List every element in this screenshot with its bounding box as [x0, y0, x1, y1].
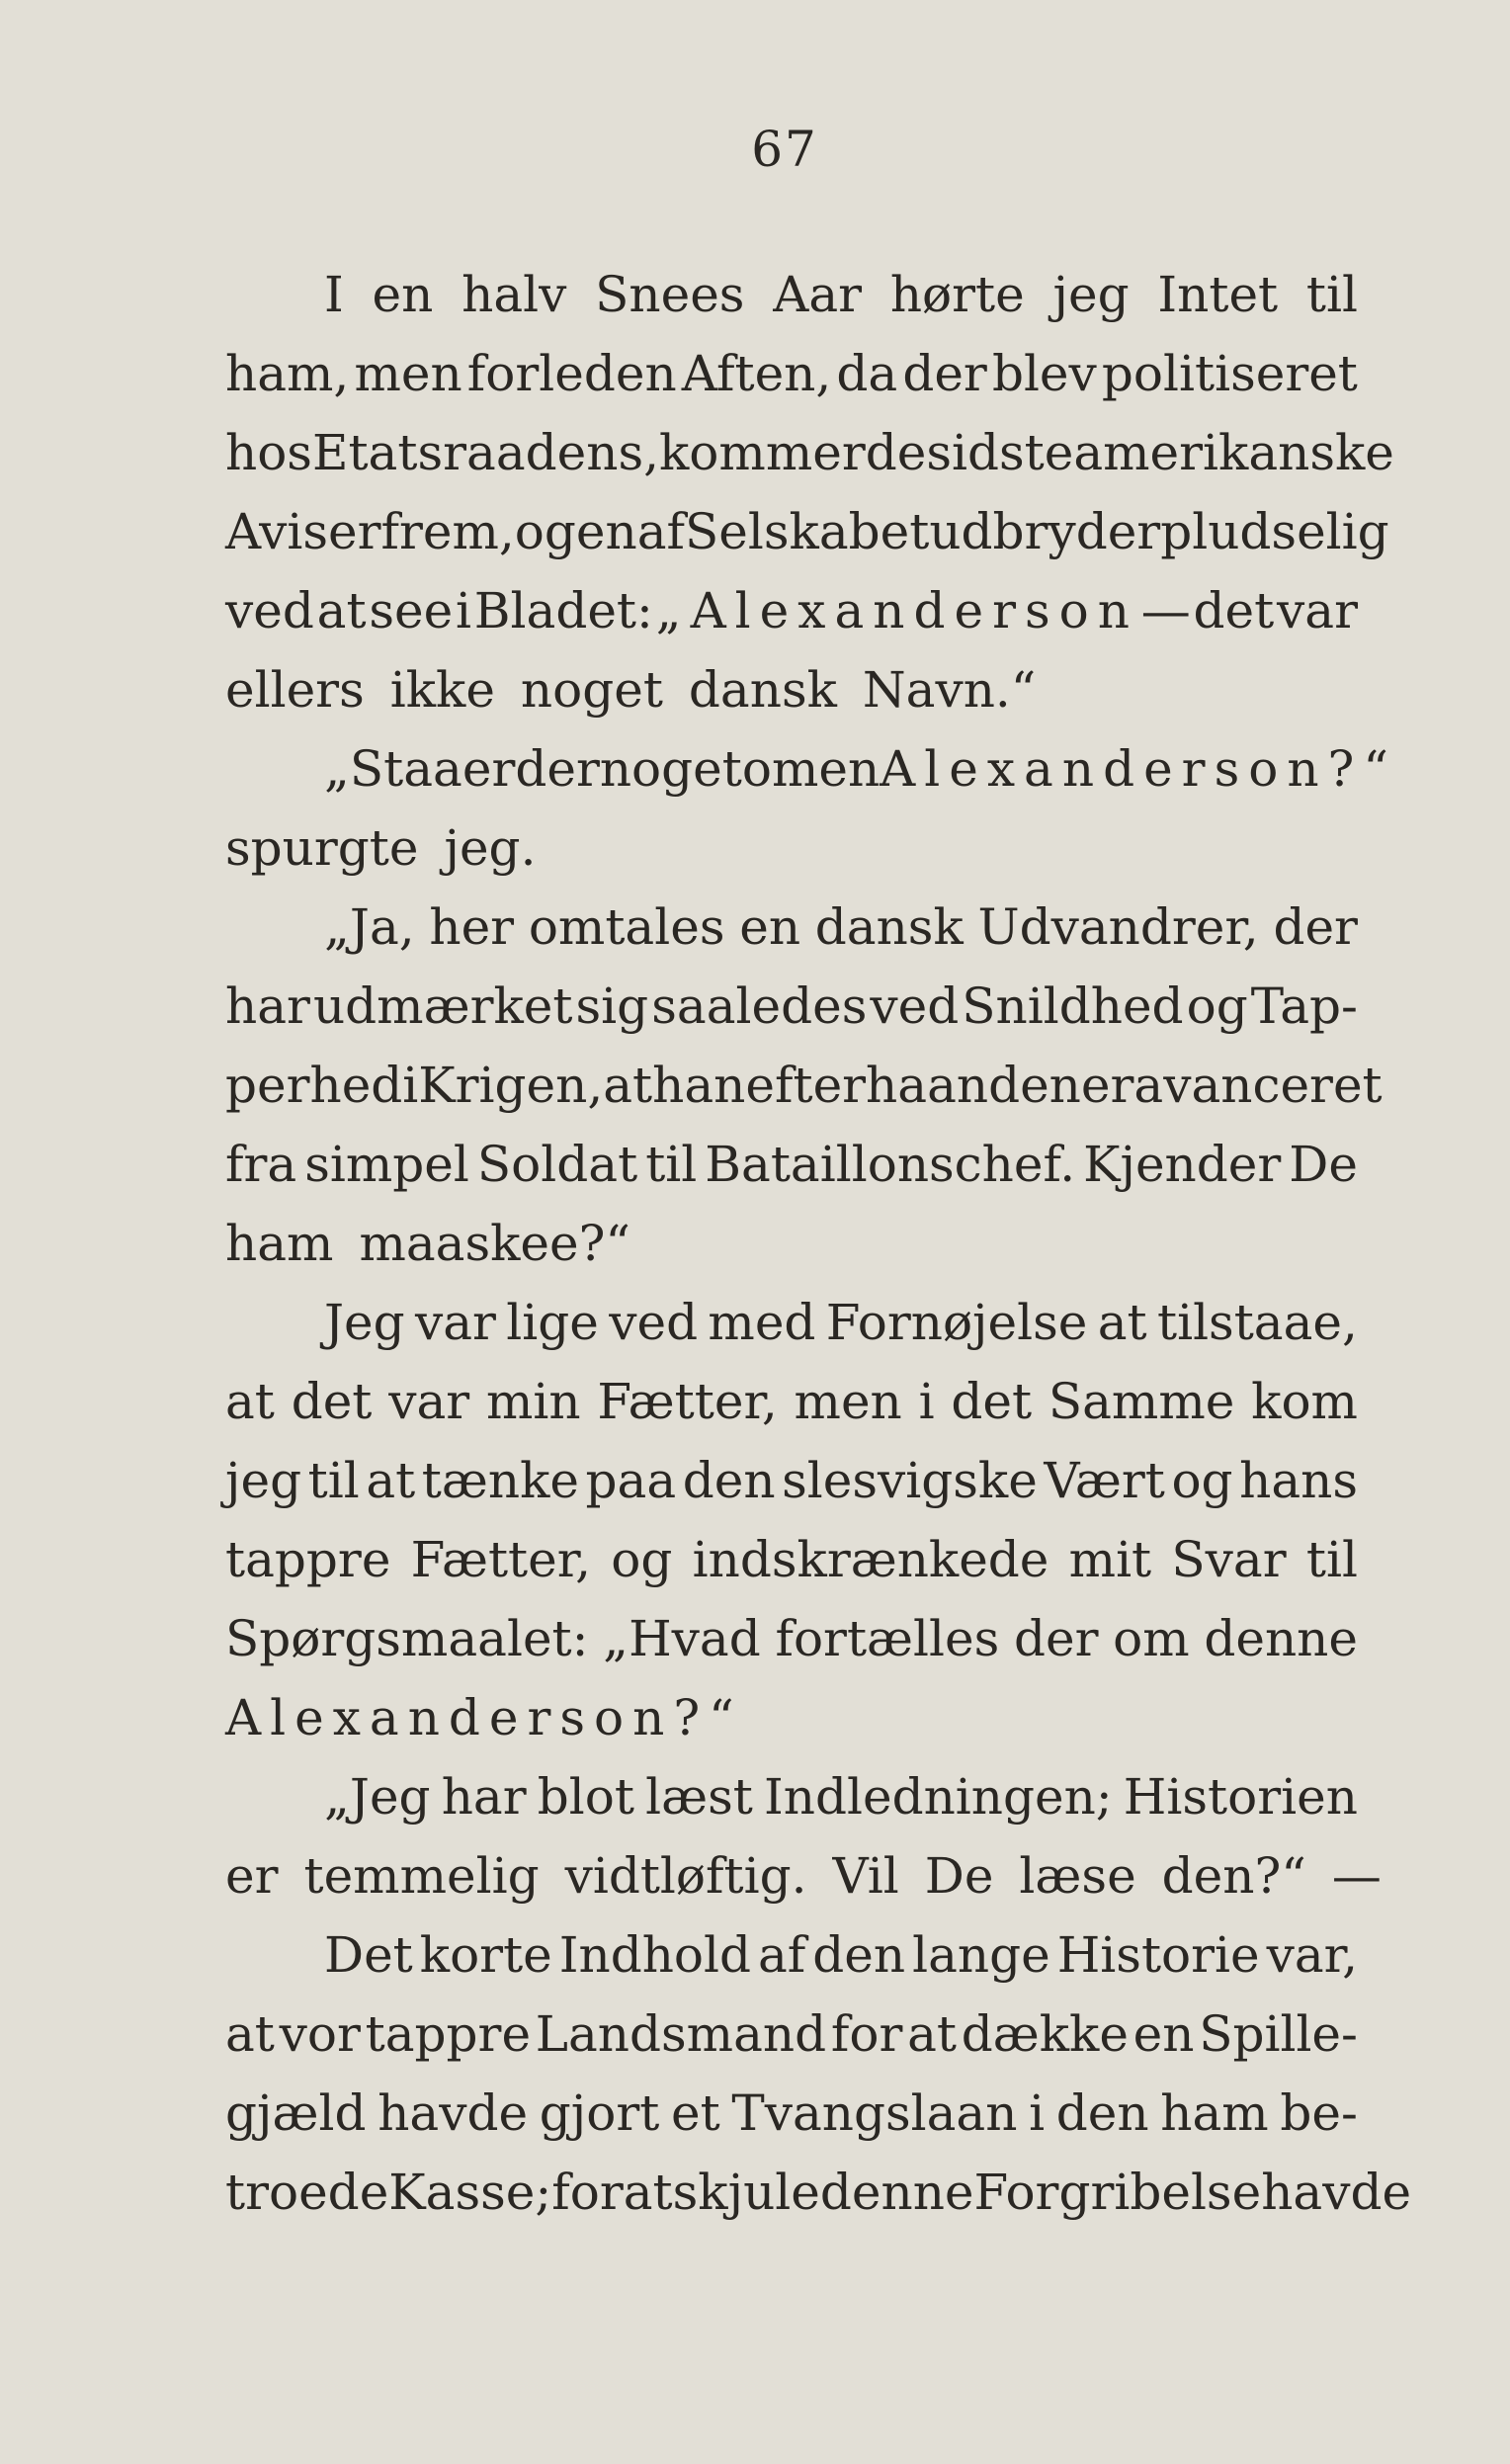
- text-line: [225, 1046, 1383, 1125]
- word: korte: [419, 1926, 552, 1984]
- word: at: [603, 1057, 653, 1114]
- word: den: [812, 1926, 906, 1984]
- word: blot: [537, 1768, 634, 1826]
- word: ved: [870, 977, 960, 1035]
- word: var: [1277, 582, 1358, 639]
- word: der: [1273, 898, 1358, 956]
- text-line: [225, 1283, 1358, 1362]
- text-line: [225, 1995, 1358, 2074]
- word: De: [924, 1847, 994, 1905]
- text-line: [225, 2074, 1358, 2153]
- word: Tap-: [1250, 977, 1358, 1035]
- word: Spille-: [1199, 2005, 1358, 2063]
- word: „Hvad: [603, 1610, 761, 1667]
- word: indskrænkede: [692, 1531, 1049, 1588]
- word: Fornøjelse: [825, 1294, 1088, 1351]
- word: at: [623, 2164, 673, 2221]
- text-line: [225, 1915, 1358, 1995]
- word: Jeg: [324, 1294, 405, 1351]
- text-line: [225, 334, 1358, 413]
- word: om: [1113, 1610, 1190, 1667]
- word: ved: [225, 582, 314, 639]
- word: temmelig: [303, 1847, 540, 1905]
- text-line: [225, 571, 1358, 650]
- text-line: [225, 2153, 1412, 2232]
- word: jeg: [1052, 266, 1130, 323]
- word: Landsmand: [535, 2005, 827, 2063]
- text-line: [225, 1599, 1358, 1678]
- word: blev: [991, 345, 1097, 402]
- word: de: [865, 424, 927, 481]
- word: jeg: [225, 1452, 302, 1509]
- word: Forgribelse: [973, 2164, 1262, 2221]
- word: ham,: [225, 345, 350, 402]
- word: her: [429, 898, 515, 956]
- word: efterhaanden: [745, 1057, 1081, 1114]
- text-line: [225, 1757, 1358, 1836]
- word: jeg.: [444, 819, 537, 877]
- page-number: 67: [751, 121, 818, 178]
- word: en: [575, 503, 637, 560]
- word: Bataillonschef.: [705, 1136, 1076, 1193]
- word: Bladet:: [473, 582, 653, 639]
- word: det: [291, 1373, 373, 1430]
- word: Selskabet: [685, 503, 930, 560]
- word: havde: [1261, 2164, 1412, 2221]
- word: halv: [461, 266, 567, 323]
- word: dansk: [814, 898, 964, 956]
- word: perhed: [225, 1057, 403, 1114]
- word: den: [682, 1452, 776, 1509]
- text-line: [225, 1520, 1358, 1599]
- text-line: [225, 413, 1394, 492]
- word: hans: [1239, 1452, 1358, 1509]
- word: Vil: [832, 1847, 899, 1905]
- word: spurgte: [225, 819, 419, 877]
- word: fortælles: [775, 1610, 1000, 1667]
- word: en: [1132, 2005, 1195, 2063]
- word: Vært: [1044, 1452, 1165, 1509]
- word: saaledes: [651, 977, 868, 1035]
- word: sig: [575, 977, 649, 1035]
- text-line: [225, 1836, 1382, 1915]
- text-line: [225, 729, 1397, 808]
- word: Kjender: [1083, 1136, 1282, 1193]
- word: med: [708, 1294, 816, 1351]
- word: Soldat: [476, 1136, 638, 1193]
- word: pludselig: [1160, 503, 1389, 560]
- word: „Ja,: [324, 898, 415, 956]
- word: i: [455, 582, 471, 639]
- word: om: [741, 740, 819, 798]
- body-text: [225, 255, 1412, 2232]
- word: at: [225, 1373, 275, 1430]
- word: til: [1305, 1531, 1358, 1588]
- word: tilstaae,: [1156, 1294, 1358, 1351]
- word: udbryder: [929, 503, 1161, 560]
- word: paa: [585, 1452, 677, 1509]
- word: var: [414, 1294, 496, 1351]
- word: Historie: [1056, 1926, 1260, 1984]
- word: kommer: [659, 424, 866, 481]
- word: og: [1171, 1452, 1233, 1509]
- word: frem,: [380, 503, 515, 560]
- word: af: [636, 503, 686, 560]
- word: og: [1186, 977, 1248, 1035]
- word: ikke: [389, 661, 495, 719]
- word: vor: [279, 2005, 361, 2063]
- text-line: [225, 1204, 1358, 1283]
- word: han: [652, 1057, 746, 1114]
- word: læse: [1019, 1847, 1136, 1905]
- word: forleden: [466, 345, 677, 402]
- word: og: [611, 1531, 673, 1588]
- word: ham: [1160, 2084, 1269, 2142]
- word: Fætter,: [410, 1531, 592, 1588]
- word: har: [441, 1768, 527, 1826]
- word: simpel: [304, 1136, 469, 1193]
- word: —: [1140, 582, 1191, 639]
- word: Det: [324, 1926, 413, 1984]
- word: Alexanderson?“: [880, 740, 1397, 798]
- word: at: [1097, 1294, 1147, 1351]
- word: at: [316, 582, 367, 639]
- word: see: [369, 582, 454, 639]
- word: lige: [506, 1294, 599, 1351]
- word: af: [757, 1926, 806, 1984]
- word: ved: [609, 1294, 699, 1351]
- word: „Jeg: [324, 1768, 431, 1826]
- word: Aviser: [225, 503, 381, 560]
- word: be-: [1280, 2084, 1358, 2142]
- word: sidste: [926, 424, 1074, 481]
- word: fra: [225, 1136, 297, 1193]
- word: ham: [225, 1215, 334, 1272]
- word: Navn.“: [862, 661, 1037, 719]
- text-line: [225, 1441, 1358, 1520]
- word: Aften,: [681, 345, 832, 402]
- text-line: [225, 1678, 1358, 1757]
- word: det: [1193, 582, 1275, 639]
- word: avanceret: [1133, 1057, 1383, 1114]
- word: Tvangslaan: [731, 2084, 1018, 2142]
- word: en: [372, 266, 434, 323]
- word: Indhold: [558, 1926, 751, 1984]
- word: Indledningen;: [764, 1768, 1113, 1826]
- word: Snees: [595, 266, 745, 323]
- word: at: [907, 2005, 957, 2063]
- word: denne: [1204, 1610, 1358, 1667]
- word: Kasse;: [388, 2164, 552, 2221]
- word: maaskee?“: [359, 1215, 630, 1272]
- word: en: [818, 740, 881, 798]
- word: amerikanske: [1073, 424, 1394, 481]
- word: Udvandrer,: [977, 898, 1259, 956]
- text-line: [225, 1362, 1358, 1441]
- word: i: [918, 1373, 935, 1430]
- text-line: [225, 1125, 1358, 1204]
- word: en: [739, 898, 801, 956]
- word: at: [225, 2005, 275, 2063]
- word: for: [551, 2164, 624, 2221]
- text-line: [225, 255, 1358, 334]
- word: udmærket: [312, 977, 573, 1035]
- word: Fætter,: [597, 1373, 778, 1430]
- word: læst: [645, 1768, 753, 1826]
- word: der: [902, 345, 987, 402]
- word: men: [794, 1373, 902, 1430]
- word: og: [514, 503, 576, 560]
- word: var: [388, 1373, 470, 1430]
- word: Spørgsmaalet:: [225, 1610, 589, 1667]
- word: Alexanderson?“: [225, 1689, 743, 1746]
- word: der: [515, 740, 600, 798]
- word: dække: [961, 2005, 1129, 2063]
- text-line: [225, 492, 1389, 571]
- word: kom: [1251, 1373, 1358, 1430]
- word: noget: [599, 740, 742, 798]
- word: gjort: [539, 2084, 660, 2142]
- word: ellers: [225, 661, 365, 719]
- word: der: [1013, 1610, 1099, 1667]
- word: hørte: [889, 266, 1025, 323]
- word: var,: [1266, 1926, 1358, 1984]
- word: Snildhed: [962, 977, 1184, 1035]
- word: „Staaer: [324, 740, 516, 798]
- word: Krigen,: [418, 1057, 604, 1114]
- word: De: [1289, 1136, 1358, 1193]
- word: er: [225, 1847, 279, 1905]
- word: omtales: [528, 898, 725, 956]
- word: Intet: [1157, 266, 1279, 323]
- word: et: [671, 2084, 720, 2142]
- word: den: [1055, 2084, 1149, 2142]
- word: tappre: [225, 1531, 391, 1588]
- word: men: [354, 345, 462, 402]
- word: hos: [225, 424, 312, 481]
- word: tænke: [421, 1452, 579, 1509]
- word: Samme: [1048, 1373, 1235, 1430]
- word: politiseret: [1101, 345, 1358, 402]
- word: i: [402, 1057, 419, 1114]
- word: —: [1331, 1847, 1382, 1905]
- word: Historien: [1123, 1768, 1358, 1826]
- word: har: [225, 977, 310, 1035]
- word: dansk: [688, 661, 837, 719]
- word: gjæld: [225, 2084, 367, 2142]
- word: „Alexanderson: [655, 582, 1138, 639]
- word: denne: [819, 2164, 974, 2221]
- word: slesvigske: [782, 1452, 1038, 1509]
- word: til: [645, 1136, 698, 1193]
- text-line: [225, 888, 1358, 967]
- word: troede: [225, 2164, 389, 2221]
- word: i: [1029, 2084, 1046, 2142]
- word: tappre: [365, 2005, 532, 2063]
- word: vidtløftig.: [564, 1847, 807, 1905]
- word: at: [366, 1452, 416, 1509]
- word: til: [1305, 266, 1358, 323]
- word: til: [307, 1452, 360, 1509]
- word: I: [324, 266, 344, 323]
- word: Etatsraadens,: [311, 424, 659, 481]
- word: min: [485, 1373, 581, 1430]
- word: den?“: [1161, 1847, 1306, 1905]
- word: mit: [1068, 1531, 1152, 1588]
- word: skjule: [672, 2164, 820, 2221]
- text-line: [225, 967, 1358, 1046]
- word: Svar: [1171, 1531, 1287, 1588]
- word: for: [830, 2005, 903, 2063]
- text-line: [225, 650, 1358, 729]
- word: noget: [520, 661, 663, 719]
- word: Aar: [773, 266, 863, 323]
- word: det: [951, 1373, 1033, 1430]
- text-line: [225, 808, 1358, 888]
- word: er: [1080, 1057, 1134, 1114]
- word: da: [836, 345, 898, 402]
- word: havde: [378, 2084, 529, 2142]
- word: lange: [912, 1926, 1050, 1984]
